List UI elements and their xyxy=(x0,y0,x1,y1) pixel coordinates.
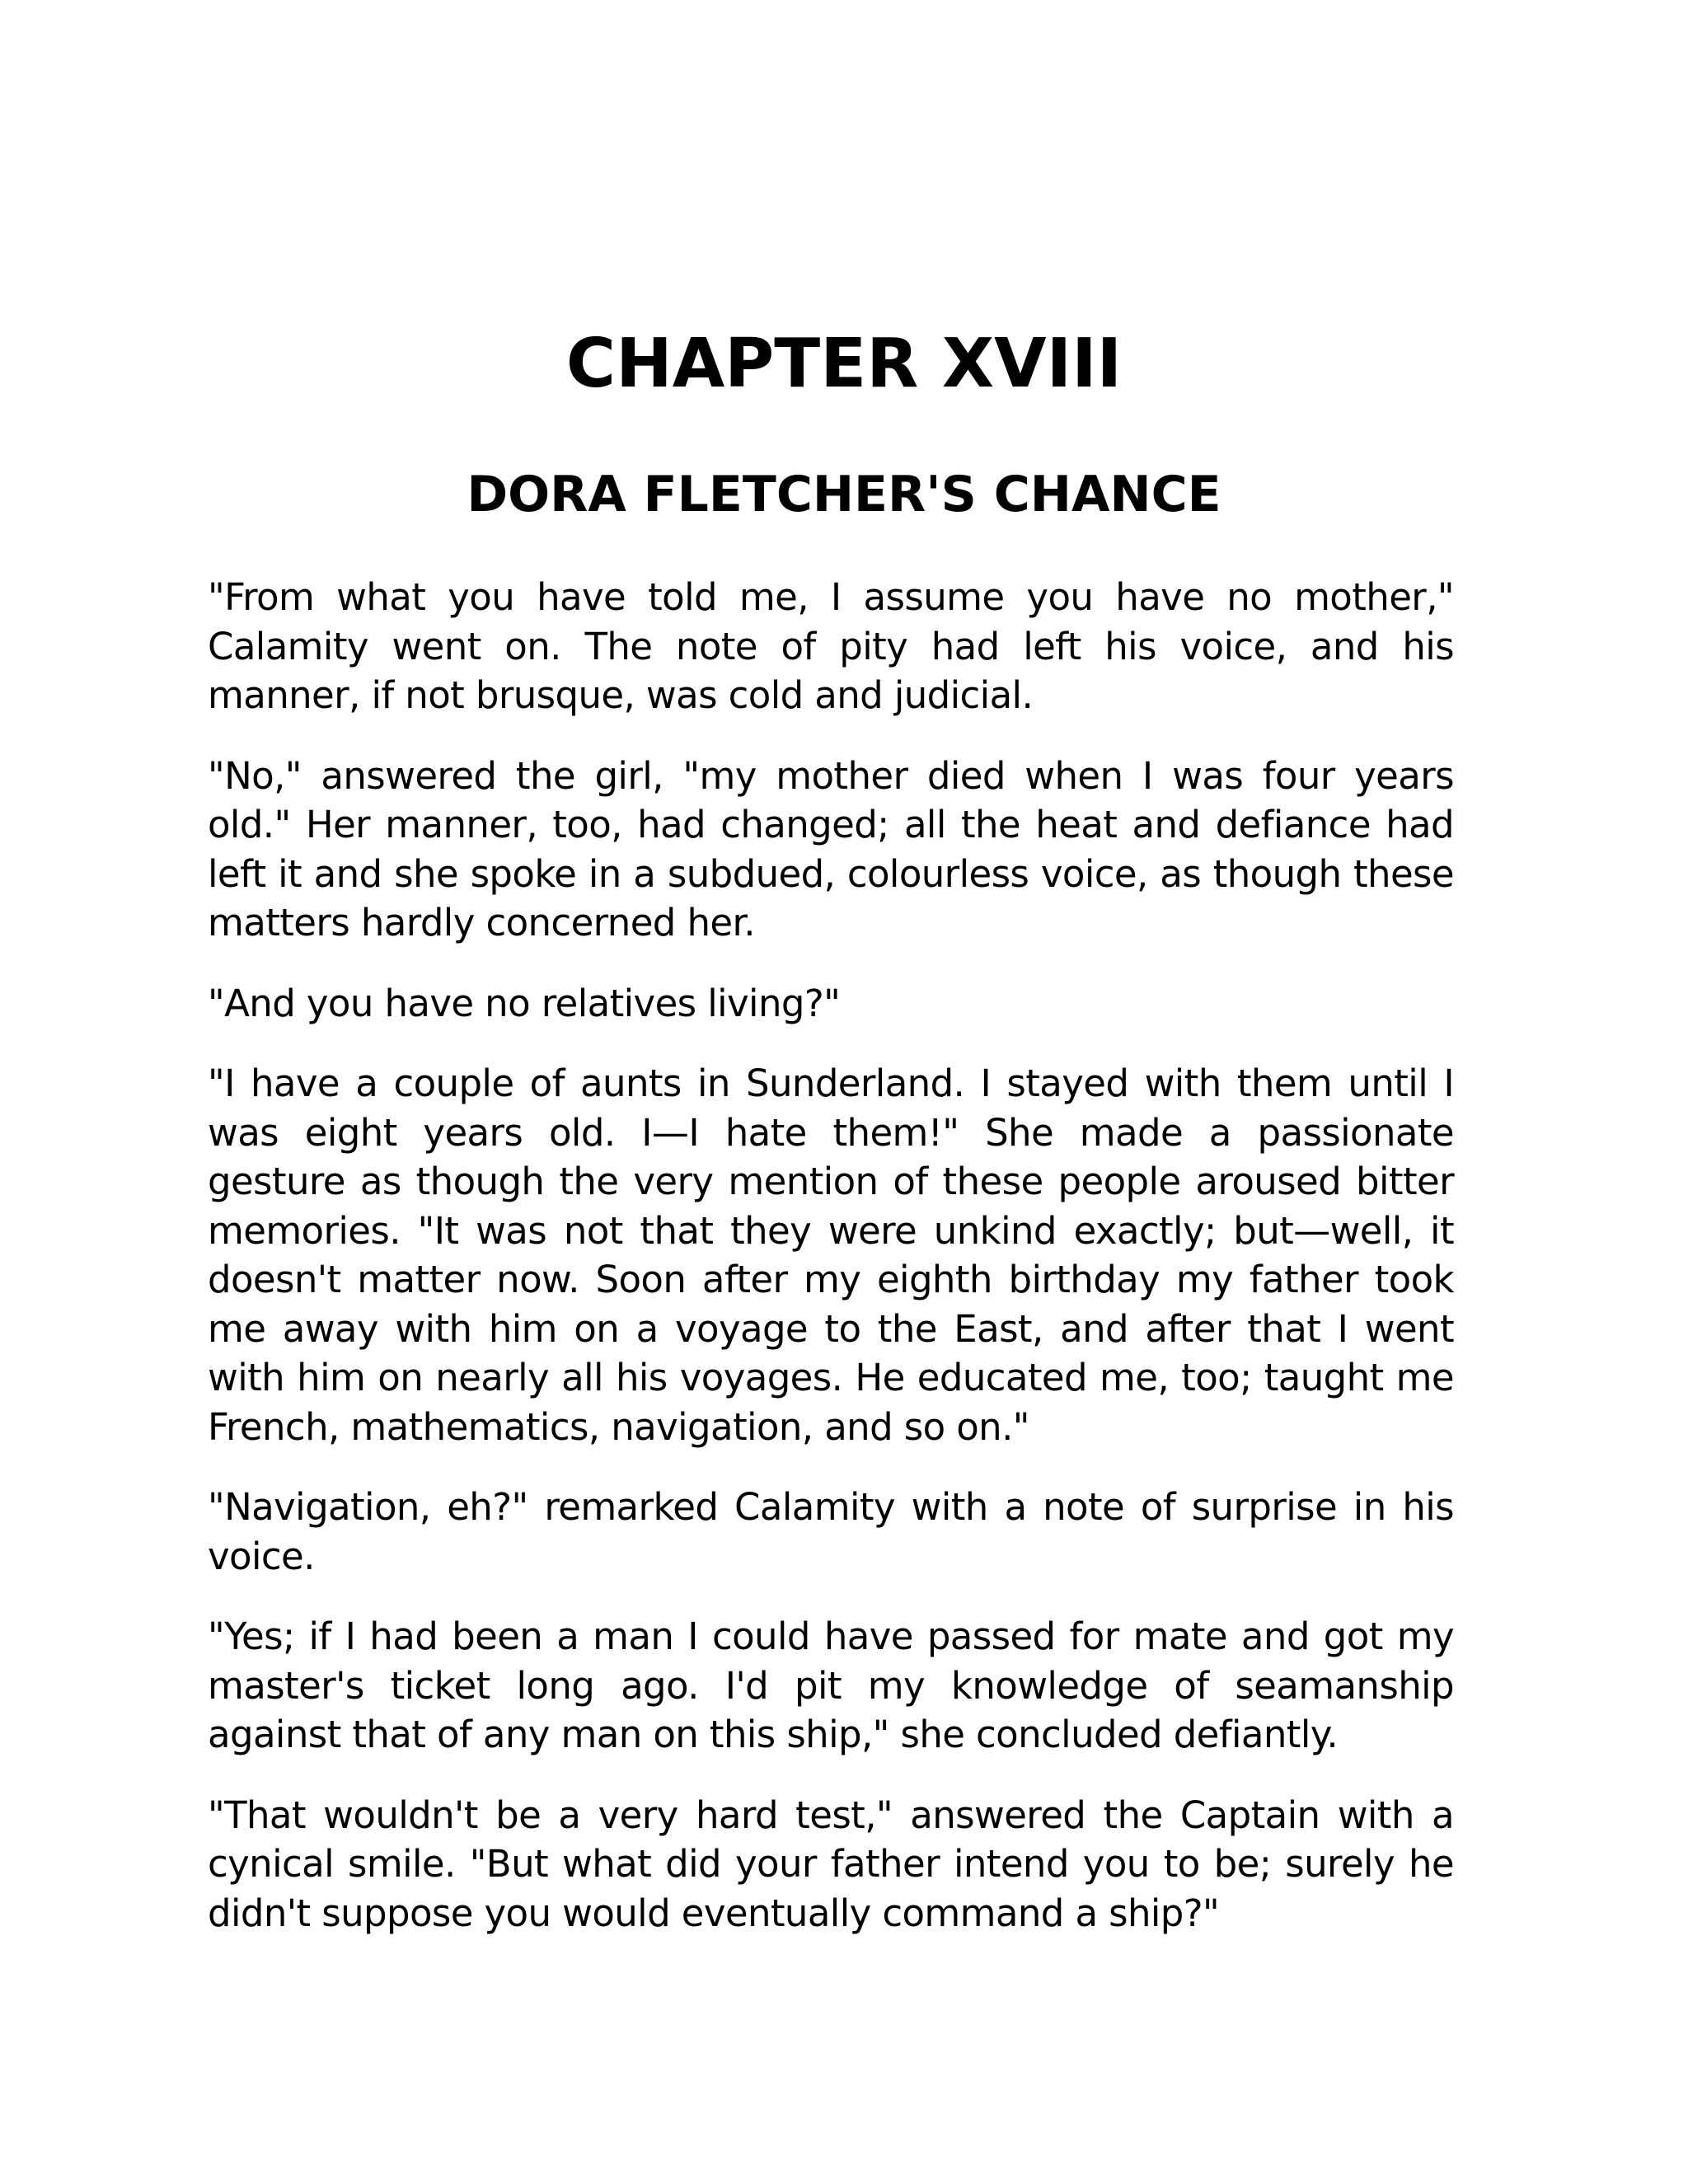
paragraph-1: "From what you have told me, I assume you have no mother," Calamity went on. The note of pity had left his voice, and his manner, if not brusque, was cold and judicial. xyxy=(208,575,1454,717)
paragraph-7: "That wouldn't be a very hard test," answered the Captain with a cynical smile. "But what did your father intend you to be; surely he didn't suppose you would eventually command a ship?" xyxy=(208,1793,1454,1935)
paragraph-6: "Yes; if I had been a man I could have passed for mate and got my master's ticket long ago. I'd pit my knowledge of seamanship against that of any man on this ship," she concluded defiantly. xyxy=(208,1615,1454,1756)
chapter-title: CHAPTER XVIII xyxy=(565,325,1123,403)
chapter-subtitle: DORA FLETCHER'S CHANCE xyxy=(467,466,1221,523)
paragraph-2: "No," answered the girl, "my mother died when I was four years old." Her manner, too, had changed; all the heat and defiance had left it and she spoke in a subdued, colourless voice, as though these matters hardly concerned her. xyxy=(208,753,1454,944)
paragraph-4: "I have a couple of aunts in Sunderland. I stayed with them until I was eight years old. I—I hate them!" She made a passionate gesture as though the very mention of these people aroused bitter memories. "It was not that they were unkind exactly; but—well, it doesn't matter now. Soon after my eighth birthday my father took me away with him on a voyage to the East, and after that I went with him on nearly all his voyages. He educated me, too; taught me French, mathematics, navigation, and so on." xyxy=(208,1062,1454,1449)
paragraph-3: "And you have no relatives living?" xyxy=(208,981,841,1025)
paragraph-5: "Navigation, eh?" remarked Calamity with a note of surprise in his voice. xyxy=(208,1485,1454,1578)
chapter-body xyxy=(208,573,1454,1969)
